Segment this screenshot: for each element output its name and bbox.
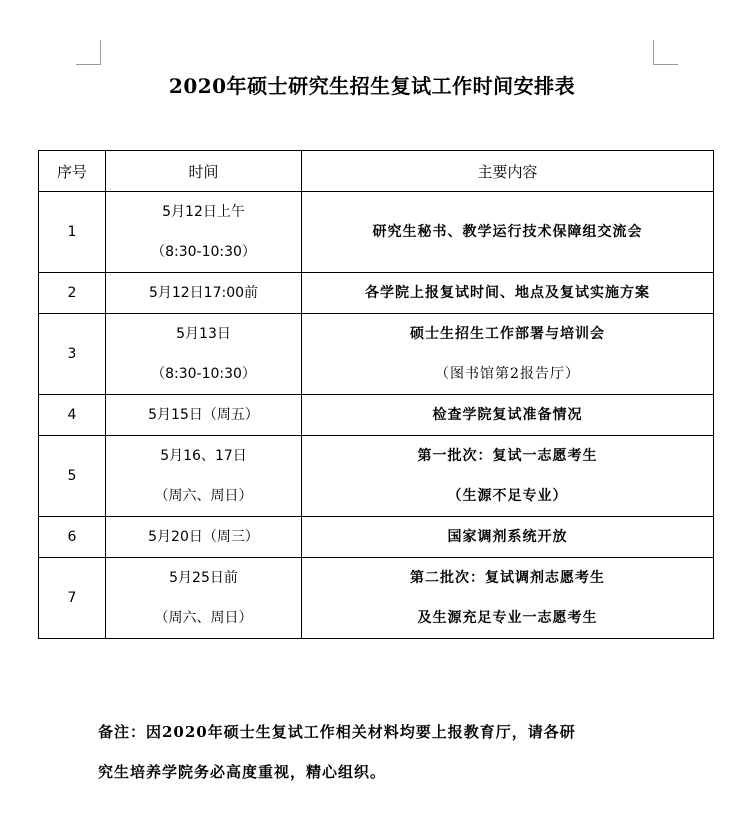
row-number: 7 xyxy=(39,558,106,639)
crop-mark-top-left xyxy=(76,40,101,65)
text-cursor xyxy=(713,529,714,543)
row-number: 1 xyxy=(39,192,106,273)
row-content xyxy=(302,314,714,395)
content-line: 检查学院复试准备情况 xyxy=(432,407,583,423)
row-number: 5 xyxy=(39,436,106,517)
content-line: 硕士生招生工作部署与培训会 xyxy=(410,326,605,342)
row-time xyxy=(106,273,302,314)
table-header-row xyxy=(39,151,714,192)
row-content xyxy=(302,273,714,314)
time-line: 5月12日17:00前 xyxy=(148,285,259,301)
header-number: 序号 xyxy=(39,151,106,192)
content-line: 各学院上报复试时间、地点及复试实施方案 xyxy=(365,285,650,301)
header-content: 主要内容 xyxy=(302,151,714,192)
table-row xyxy=(39,192,714,273)
time-line: 5月16、17日 xyxy=(160,448,247,464)
remark-line: 备注：因2020年硕士生复试工作相关材料均要上报教育厅，请各研 xyxy=(98,723,576,741)
header-time: 时间 xyxy=(106,151,302,192)
row-number: 3 xyxy=(39,314,106,395)
table-row xyxy=(39,558,714,639)
table-row xyxy=(39,273,714,314)
row-content xyxy=(302,436,714,517)
row-time xyxy=(106,314,302,395)
time-line: （周六、周日） xyxy=(154,610,253,626)
crop-mark-top-right xyxy=(653,40,678,65)
time-line: （8:30-10:30） xyxy=(151,366,256,382)
row-time xyxy=(106,436,302,517)
time-line: （8:30-10:30） xyxy=(151,244,256,260)
row-number: 2 xyxy=(39,273,106,314)
row-time xyxy=(106,558,302,639)
time-line: 5月13日 xyxy=(176,326,231,342)
table-row xyxy=(39,395,714,436)
table-row xyxy=(39,517,714,558)
time-line: 5月25日前 xyxy=(169,570,238,586)
remark-line: 究生培养学院务必高度重视，精心组织。 xyxy=(98,763,387,781)
row-time xyxy=(106,395,302,436)
table-row xyxy=(39,436,714,517)
content-line: 及生源充足专业一志愿考生 xyxy=(417,610,598,626)
time-line: 5月20日（周三） xyxy=(148,529,259,545)
row-content xyxy=(302,192,714,273)
row-content xyxy=(302,558,714,639)
row-content xyxy=(302,395,714,436)
row-time xyxy=(106,192,302,273)
time-line: （周六、周日） xyxy=(154,488,253,504)
row-time xyxy=(106,517,302,558)
remark-note xyxy=(98,712,688,792)
page-title: 2020年硕士研究生招生复试工作时间安排表 xyxy=(168,74,576,98)
row-number: 4 xyxy=(39,395,106,436)
row-content xyxy=(302,517,714,558)
schedule-table xyxy=(38,150,714,639)
content-line: 国家调剂系统开放 xyxy=(447,529,568,545)
content-line: 第二批次：复试调剂志愿考生 xyxy=(410,570,605,586)
time-line: 5月15日（周五） xyxy=(148,407,259,423)
content-line: 研究生秘书、教学运行技术保障组交流会 xyxy=(372,224,643,240)
content-line: （图书馆第2报告厅） xyxy=(435,366,580,382)
time-line: 5月12日上午 xyxy=(162,204,245,220)
row-number: 6 xyxy=(39,517,106,558)
table-row xyxy=(39,314,714,395)
content-line: （生源不足专业） xyxy=(447,488,568,504)
content-line: 第一批次：复试一志愿考生 xyxy=(417,448,598,464)
